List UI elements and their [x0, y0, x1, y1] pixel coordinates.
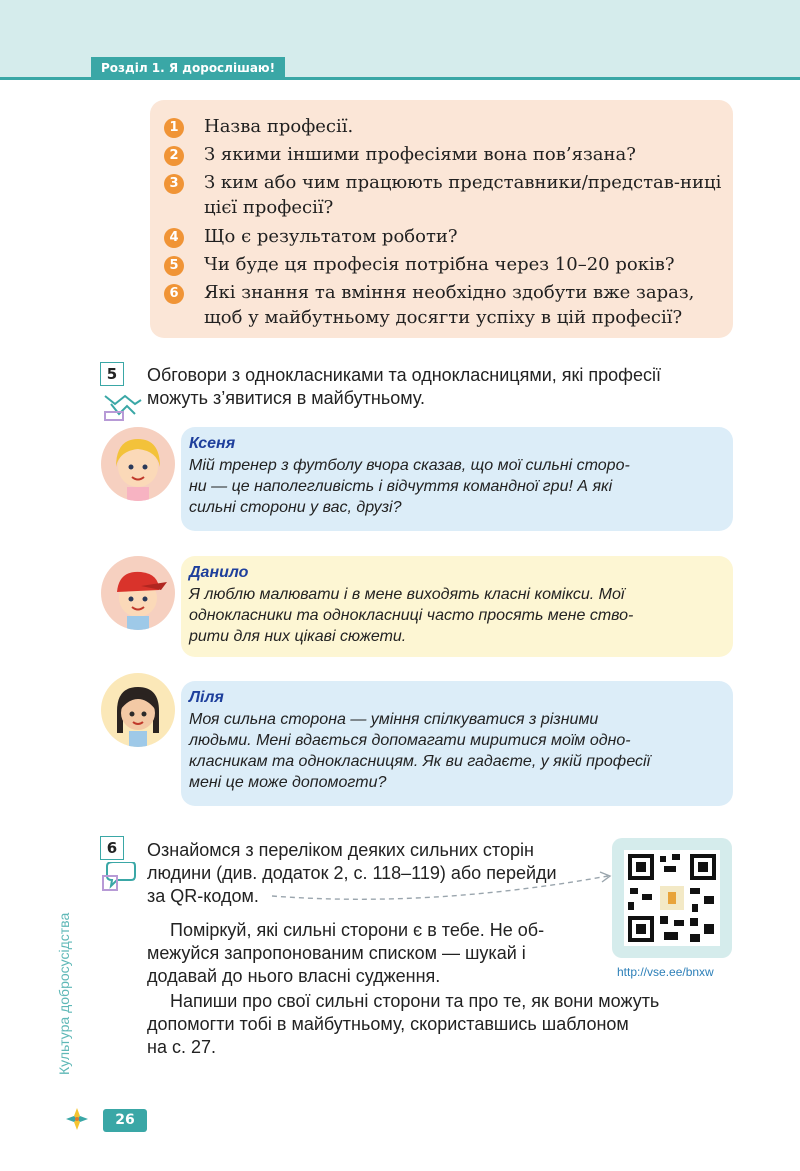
task6-line: межуйся запропонованим списком — шукай і	[147, 943, 526, 963]
dialogue-bubble	[181, 681, 733, 806]
task6-line: Напиши про свої сильні сторони та про те, як вони можуть	[170, 991, 660, 1011]
question-item	[164, 170, 724, 220]
qr-code-box[interactable]	[612, 838, 732, 958]
dialogue-bubble	[181, 427, 733, 531]
handshake-icon	[101, 390, 145, 422]
task-number: 5	[100, 362, 124, 386]
girl-blonde-icon	[101, 427, 175, 501]
girl-braids-icon	[101, 673, 175, 747]
avatar-lilia	[101, 673, 175, 747]
task-number: 6	[100, 836, 124, 860]
question-item	[164, 224, 724, 249]
task6-line: Ознайомся з переліком деяких сильних сторін	[147, 840, 534, 860]
question-text: Назва професії.	[204, 116, 354, 137]
dialogue-bubble	[181, 556, 733, 657]
question-number: 3	[164, 174, 184, 194]
qr-code-icon[interactable]	[624, 850, 720, 946]
question-text: Які знання та вміння необхідно здобути вже зараз, щоб у майбутньому досягти успіху в цій професії?	[204, 282, 695, 328]
speaker-name: Ксеня	[189, 435, 236, 452]
task6-line: Поміркуй, які сильні сторони є в тебе. Не об-	[170, 920, 545, 940]
page-number: 26	[103, 1109, 147, 1132]
task5-line: Обговори з однокласниками та однокласницями, які професії	[147, 365, 661, 385]
question-number: 2	[164, 146, 184, 166]
question-number: 4	[164, 228, 184, 248]
flower-icon	[64, 1106, 90, 1132]
task6-line: додавай до нього власні судження.	[147, 966, 441, 986]
question-item	[164, 252, 724, 277]
question-text: Чи буде ця професія потрібна через 10–20 років?	[204, 254, 675, 275]
question-item	[164, 280, 724, 330]
question-text: З якими іншими професіями вона пов’язана?	[204, 144, 636, 165]
speech-text: Мій тренер з футболу вчора сказав, що мої сильні сторо- ни — це наполегливість і відчуття командної гри! А які сильні сторони у вас, друзі?	[189, 457, 630, 516]
task6-line: людини (див. додаток 2, с. 118–119) або перейди	[147, 863, 557, 883]
speaker-name: Данило	[189, 564, 249, 581]
task5-line: можуть з’явитися в майбутньому.	[147, 388, 425, 408]
questions-box	[150, 100, 733, 338]
avatar-ksenia	[101, 427, 175, 501]
task6-line: на с. 27.	[147, 1037, 216, 1057]
side-label: Культура добросусідства	[56, 912, 72, 1075]
avatar-danylo	[101, 556, 175, 630]
boy-cap-icon	[101, 556, 175, 630]
question-text: З ким або чим працюють представники/представ-ниці цієї професії?	[204, 172, 722, 218]
task6-line: за QR-кодом.	[147, 886, 259, 906]
question-number: 1	[164, 118, 184, 138]
speech-text: Моя сильна сторона — уміння спілкуватися з різними людьми. Мені вдається допомагати миритися моїм одно- класникам та однокласницям. Як ви гадаєте, у якій професії мені це може допомогти?	[189, 711, 651, 791]
section-tag: Розділ 1. Я дорослішаю!	[91, 57, 285, 80]
question-number: 5	[164, 256, 184, 276]
task6-line: допомогти тобі в майбутньому, скориставшись шаблоном	[147, 1014, 629, 1034]
question-item	[164, 114, 724, 139]
speech-bubble-icon	[101, 862, 137, 892]
qr-link[interactable]: http://vse.ee/bnxw	[617, 965, 714, 979]
dashed-arrow-icon	[270, 868, 615, 904]
speaker-name: Ліля	[189, 689, 224, 706]
question-item	[164, 142, 724, 167]
speech-text: Я люблю малювати і в мене виходять класні комікси. Мої однокласники та однокласниці часто просять мене ство- рити для них цікаві сюжети.	[189, 586, 634, 645]
question-text: Що є результатом роботи?	[204, 226, 458, 247]
question-number: 6	[164, 284, 184, 304]
